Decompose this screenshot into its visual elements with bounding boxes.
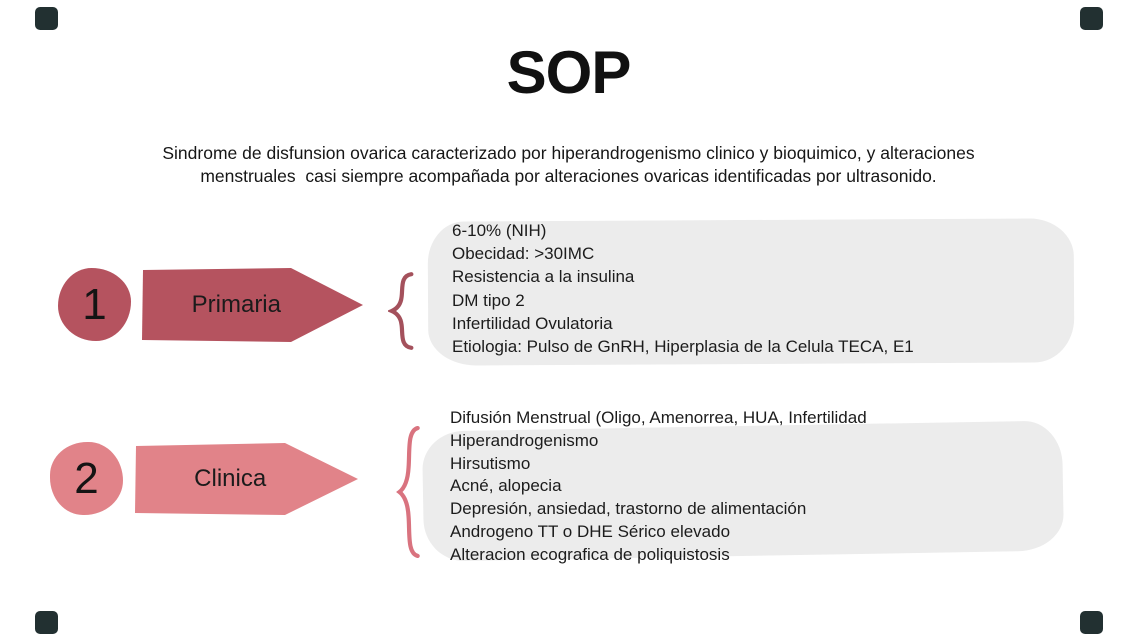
clinica-label: Clinica xyxy=(194,465,267,492)
slide-subtitle xyxy=(0,142,1137,188)
clinica-number: 2 xyxy=(74,453,99,503)
corner-marker-top-left-icon xyxy=(35,7,58,30)
list-item: Alteracion ecografica de poliquistosis xyxy=(450,544,730,564)
clinica-list xyxy=(450,407,867,567)
subtitle-line-2: menstruales casi siempre acompañada por alteraciones ovaricas identificadas por ultrasonido. xyxy=(200,166,937,186)
curly-brace-icon xyxy=(388,271,416,351)
list-item: Resistencia a la insulina xyxy=(452,267,635,287)
list-item: Androgeno TT o DHE Sérico elevado xyxy=(450,521,731,541)
list-item: DM tipo 2 xyxy=(452,290,525,310)
list-item: Obecidad: >30IMC xyxy=(452,244,595,264)
list-item: Difusión Menstrual (Oligo, Amenorrea, HUA, Infertilidad xyxy=(450,408,867,427)
primaria-arrow-shape xyxy=(140,266,364,344)
list-item: Depresión, ansiedad, trastorno de alimentación xyxy=(450,499,807,519)
primaria-list xyxy=(452,219,914,358)
list-item: Hirsutismo xyxy=(450,453,531,473)
list-item: Acné, alopecia xyxy=(450,476,562,496)
primaria-number-badge xyxy=(58,268,131,341)
corner-marker-top-right-icon xyxy=(1080,7,1103,30)
primaria-label: Primaria xyxy=(191,291,281,318)
list-item: 6-10% (NIH) xyxy=(452,221,547,240)
primaria-number: 1 xyxy=(82,279,107,329)
curly-brace-icon xyxy=(396,424,422,560)
subtitle-line-1: Sindrome de disfunsion ovarica caracterizado por hiperandrogenismo clinico y bioquimico, y alteraciones xyxy=(162,143,975,163)
corner-marker-bottom-left-icon xyxy=(35,611,58,634)
list-item: Infertilidad Ovulatoria xyxy=(452,313,613,333)
corner-marker-bottom-right-icon xyxy=(1080,611,1103,634)
list-item: Hiperandrogenismo xyxy=(450,430,599,450)
list-item: Etiologia: Pulso de GnRH, Hiperplasia de la Celula TECA, E1 xyxy=(452,337,914,357)
clinica-arrow-shape xyxy=(133,441,359,517)
page-title: SOP xyxy=(506,39,631,106)
clinica-number-badge xyxy=(50,442,123,515)
